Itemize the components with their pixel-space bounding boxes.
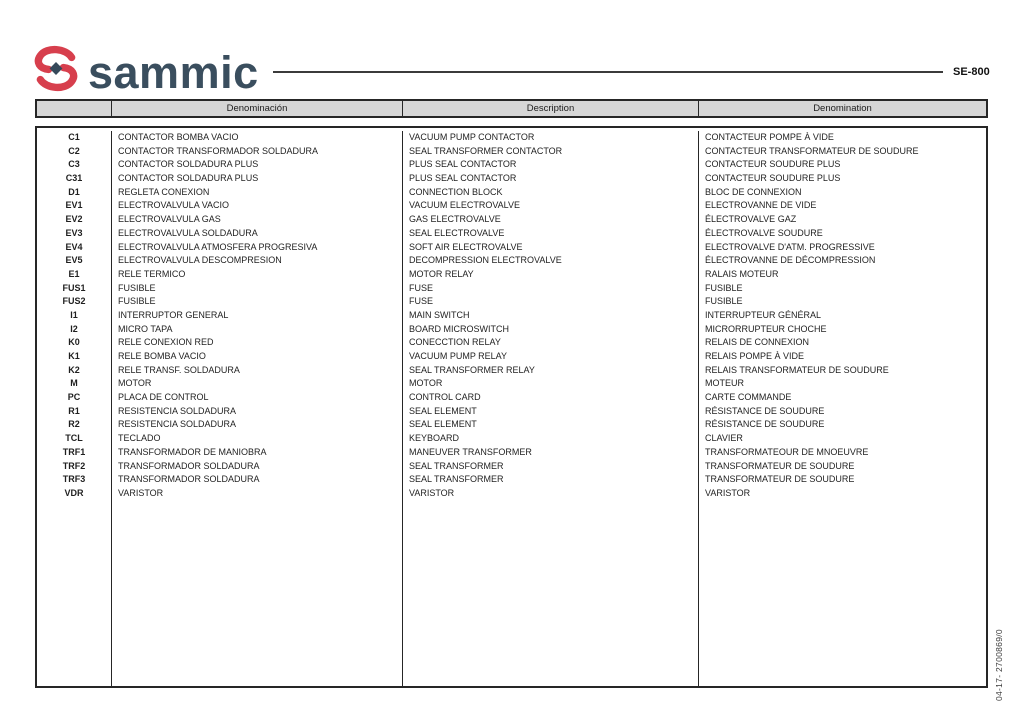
cell-code: C2 — [37, 145, 112, 159]
cell-code: TRF1 — [37, 446, 112, 460]
cell-denominacion: TRANSFORMADOR SOLDADURA — [112, 460, 403, 474]
cell-denomination: FUSIBLE — [705, 296, 743, 307]
cell-description: SEAL ELEMENT — [403, 405, 699, 419]
cell-denomination: CLAVIER — [705, 433, 743, 444]
cell-description: FUSE — [403, 295, 699, 309]
table-row — [37, 460, 986, 474]
cell-denomination: CONTACTEUR SOUDURE PLUS — [705, 159, 841, 170]
cell-code: R1 — [37, 405, 112, 419]
cell-description: VACUUM ELECTROVALVE — [403, 199, 699, 213]
cell-description: DECOMPRESSION ELECTROVALVE — [403, 254, 699, 268]
cell-denominacion: CONTACTOR SOLDADURA PLUS — [112, 158, 403, 172]
table-row — [37, 336, 986, 350]
cell-denominacion: MOTOR — [112, 377, 403, 391]
table-row — [37, 172, 986, 186]
cell-description: SEAL TRANSFORMER RELAY — [403, 364, 699, 378]
cell-denominacion: RESISTENCIA SOLDADURA — [112, 405, 403, 419]
cell-denominacion: CONTACTOR BOMBA VACIO — [112, 131, 403, 145]
cell-code — [37, 501, 112, 686]
table-header-code — [37, 101, 112, 116]
model-number: SE-800 — [953, 66, 990, 78]
table-row — [37, 186, 986, 200]
table-header-row — [35, 99, 988, 118]
table-row — [37, 131, 986, 145]
cell-denominacion: TECLADO — [112, 432, 403, 446]
cell-code: EV3 — [37, 227, 112, 241]
cell-description: VACUUM PUMP CONTACTOR — [403, 131, 699, 145]
table-row — [37, 418, 986, 432]
cell-denominacion: CONTACTOR TRANSFORMADOR SOLDADURA — [112, 145, 403, 159]
cell-code: EV5 — [37, 254, 112, 268]
cell-description: SEAL TRANSFORMER CONTACTOR — [403, 145, 699, 159]
cell-code: VDR — [37, 487, 112, 501]
cell-denominacion: MICRO TAPA — [112, 323, 403, 337]
table-row — [37, 282, 986, 296]
cell-code: E1 — [37, 268, 112, 282]
cell-description: GAS ELECTROVALVE — [403, 213, 699, 227]
cell-denomination: RELAIS DE CONNEXION — [705, 337, 810, 348]
components-table-body — [35, 126, 988, 688]
cell-description: SEAL ELECTROVALVE — [403, 227, 699, 241]
document-reference-vertical: 04-17- 2700869/0 — [994, 629, 1004, 701]
cell-code: EV2 — [37, 213, 112, 227]
cell-denomination: BLOC DE CONNEXION — [705, 186, 802, 197]
cell-denomination: CONTACTEUR POMPE À VIDE — [705, 132, 834, 142]
cell-denominacion: ELECTROVALVULA SOLDADURA — [112, 227, 403, 241]
cell-description: MAIN SWITCH — [403, 309, 699, 323]
cell-denominacion: VARISTOR — [112, 487, 403, 501]
cell-code: EV4 — [37, 241, 112, 255]
table-row — [37, 350, 986, 364]
cell-code: TRF2 — [37, 460, 112, 474]
cell-description: MANEUVER TRANSFORMER — [403, 446, 699, 460]
cell-description: PLUS SEAL CONTACTOR — [403, 158, 699, 172]
cell-denomination: CONTACTEUR TRANSFORMATEUR DE SOUDURE — [705, 145, 919, 156]
cell-denominacion: RELE TRANSF. SOLDADURA — [112, 364, 403, 378]
cell-denomination: TRANSFORMATEUR DE SOUDURE — [705, 474, 855, 485]
cell-code: C31 — [37, 172, 112, 186]
cell-code: I2 — [37, 323, 112, 337]
cell-code: K2 — [37, 364, 112, 378]
table-row — [37, 364, 986, 378]
table-row — [37, 241, 986, 255]
cell-denominacion: FUSIBLE — [112, 295, 403, 309]
cell-description: MOTOR — [403, 377, 699, 391]
cell-denomination: CARTE COMMANDE — [705, 392, 792, 403]
table-row — [37, 213, 986, 227]
table-row — [37, 391, 986, 405]
cell-description: SEAL TRANSFORMER — [403, 460, 699, 474]
table-row — [37, 473, 986, 487]
cell-denomination — [699, 501, 986, 686]
cell-denomination: TRANSFORMATEOUR DE MNOEUVRE — [705, 446, 869, 457]
table-header-description: Description — [403, 101, 699, 116]
cell-denominacion: RELE BOMBA VACIO — [112, 350, 403, 364]
cell-denomination: RÉSISTANCE DE SOUDURE — [705, 419, 825, 430]
cell-description: PLUS SEAL CONTACTOR — [403, 172, 699, 186]
cell-code: I1 — [37, 309, 112, 323]
cell-denomination: RELAIS POMPE À VIDE — [705, 351, 805, 361]
cell-denominacion: ELECTROVALVULA ATMOSFERA PROGRESIVA — [112, 241, 403, 255]
table-row — [37, 323, 986, 337]
cell-denomination: ELECTROVALVE D'ATM. PROGRESSIVE — [705, 241, 875, 252]
cell-description: VARISTOR — [403, 487, 699, 501]
cell-description: CONECCTION RELAY — [403, 336, 699, 350]
cell-denominacion: PLACA DE CONTROL — [112, 391, 403, 405]
table-row — [37, 501, 986, 686]
table-row — [37, 446, 986, 460]
cell-description: SEAL TRANSFORMER — [403, 473, 699, 487]
cell-denomination: ELECTROVANNE DE VIDE — [705, 200, 817, 211]
cell-code: R2 — [37, 418, 112, 432]
sammic-logo-icon — [33, 45, 79, 92]
cell-description: BOARD MICROSWITCH — [403, 323, 699, 337]
cell-code: FUS2 — [37, 295, 112, 309]
cell-denomination: CONTACTEUR SOUDURE PLUS — [705, 173, 841, 184]
cell-denominacion: ELECTROVALVULA VACIO — [112, 199, 403, 213]
cell-denominacion: ELECTROVALVULA GAS — [112, 213, 403, 227]
cell-denominacion: RESISTENCIA SOLDADURA — [112, 418, 403, 432]
cell-code: TCL — [37, 432, 112, 446]
cell-description: FUSE — [403, 282, 699, 296]
cell-denomination: TRANSFORMATEUR DE SOUDURE — [705, 460, 855, 471]
cell-denominacion — [112, 501, 403, 686]
cell-denominacion: RELE TERMICO — [112, 268, 403, 282]
cell-denominacion: TRANSFORMADOR DE MANIOBRA — [112, 446, 403, 460]
table-row — [37, 377, 986, 391]
cell-description: CONNECTION BLOCK — [403, 186, 699, 200]
table-row — [37, 227, 986, 241]
cell-code: K1 — [37, 350, 112, 364]
cell-denomination: MICRORRUPTEUR CHOCHE — [705, 323, 827, 334]
cell-denomination: MOTEUR — [705, 378, 744, 389]
cell-code: D1 — [37, 186, 112, 200]
cell-code: PC — [37, 391, 112, 405]
cell-denominacion: RELE CONEXION RED — [112, 336, 403, 350]
table-row — [37, 145, 986, 159]
cell-denominacion: FUSIBLE — [112, 282, 403, 296]
cell-code: C3 — [37, 158, 112, 172]
cell-denomination: INTERRUPTEUR GÉNÉRAL — [705, 309, 822, 320]
table-row — [37, 487, 986, 501]
cell-denominacion: ELECTROVALVULA DESCOMPRESION — [112, 254, 403, 268]
cell-code: M — [37, 377, 112, 391]
cell-description: SOFT AIR ELECTROVALVE — [403, 241, 699, 255]
table-row — [37, 158, 986, 172]
table-row — [37, 405, 986, 419]
cell-code: K0 — [37, 336, 112, 350]
table-row — [37, 254, 986, 268]
cell-denominacion: REGLETA CONEXION — [112, 186, 403, 200]
cell-denominacion: CONTACTOR SOLDADURA PLUS — [112, 172, 403, 186]
cell-denominacion: TRANSFORMADOR SOLDADURA — [112, 473, 403, 487]
table-header-denominacion: Denominación — [112, 101, 403, 116]
cell-description — [403, 501, 699, 686]
cell-code: TRF3 — [37, 473, 112, 487]
table-row — [37, 199, 986, 213]
cell-denomination: ÉLECTROVANNE DE DÉCOMPRESSION — [705, 255, 876, 266]
table-row — [37, 309, 986, 323]
cell-denomination: RÉSISTANCE DE SOUDURE — [705, 405, 825, 416]
table-row — [37, 295, 986, 309]
cell-denomination: ÉLECTROVALVE SOUDURE — [705, 227, 823, 238]
cell-denomination: VARISTOR — [705, 487, 751, 498]
table-row — [37, 432, 986, 446]
cell-denomination: FUSIBLE — [705, 282, 743, 293]
cell-description: MOTOR RELAY — [403, 268, 699, 282]
cell-description: VACUUM PUMP RELAY — [403, 350, 699, 364]
table-header-denomination: Denomination — [813, 103, 872, 114]
cell-code: EV1 — [37, 199, 112, 213]
cell-description: CONTROL CARD — [403, 391, 699, 405]
cell-code: FUS1 — [37, 282, 112, 296]
brand-wordmark: sammic — [88, 47, 259, 98]
cell-denomination: RELAIS TRANSFORMATEUR DE SOUDURE — [705, 364, 889, 375]
cell-code: C1 — [37, 131, 112, 145]
cell-denominacion: INTERRUPTOR GENERAL — [112, 309, 403, 323]
cell-denomination: ÉLECTROVALVE GAZ — [705, 214, 797, 225]
cell-description: SEAL ELEMENT — [403, 418, 699, 432]
header-divider-line — [273, 71, 943, 73]
cell-denomination: RALAIS MOTEUR — [705, 268, 779, 279]
cell-description: KEYBOARD — [403, 432, 699, 446]
table-row — [37, 268, 986, 282]
